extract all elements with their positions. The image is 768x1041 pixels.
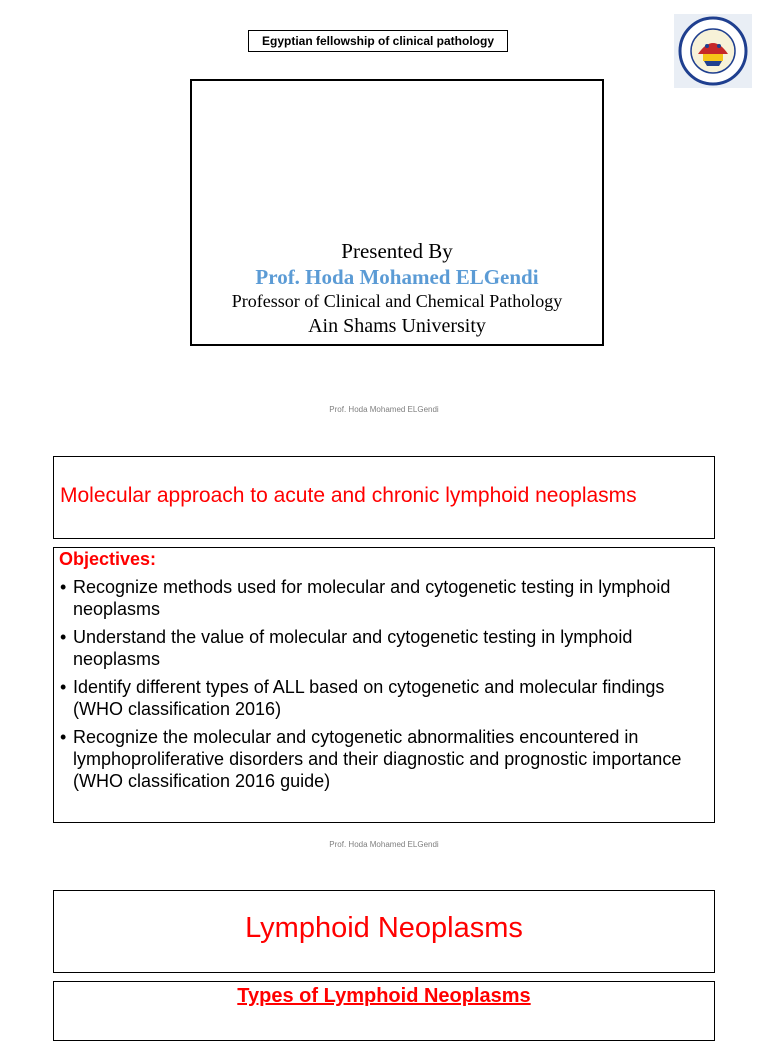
society-seal-icon xyxy=(674,14,752,88)
presented-by-label: Presented By xyxy=(341,239,453,263)
slide-footer: Prof. Hoda Mohamed ELGendi xyxy=(329,840,439,849)
presenter-role: Professor of Clinical and Chemical Pathology xyxy=(231,291,563,311)
slide-title: Molecular approach to acute and chronic lymphoid neoplasms xyxy=(60,484,637,507)
fellowship-label: Egyptian fellowship of clinical pathology xyxy=(248,30,508,52)
objective-item: • Recognize methods used for molecular and cytogenetic testing in lymphoid neoplasms xyxy=(60,576,710,620)
objective-item: • Understand the value of molecular and cytogenetic testing in lymphoid neoplasms xyxy=(60,626,710,670)
types-heading: Types of Lymphoid Neoplasms xyxy=(237,985,531,1007)
objectives-heading: Objectives: xyxy=(59,549,157,569)
slide-footer: Prof. Hoda Mohamed ELGendi xyxy=(329,405,439,414)
objectives-list xyxy=(60,576,710,798)
presenter-name: Prof. Hoda Mohamed ELGendi xyxy=(255,265,539,289)
presenter-card xyxy=(190,79,604,346)
objective-item: • Recognize the molecular and cytogenetic abnormalities encountered in lymphoproliferative disorders and their diagnostic and prognostic importance (WHO classification 2016 guide) xyxy=(60,726,710,792)
presenter-university: Ain Shams University xyxy=(308,315,486,337)
slide-title: Lymphoid Neoplasms xyxy=(245,912,523,944)
objective-item: • Identify different types of ALL based on cytogenetic and molecular findings (WHO classification 2016) xyxy=(60,676,710,720)
